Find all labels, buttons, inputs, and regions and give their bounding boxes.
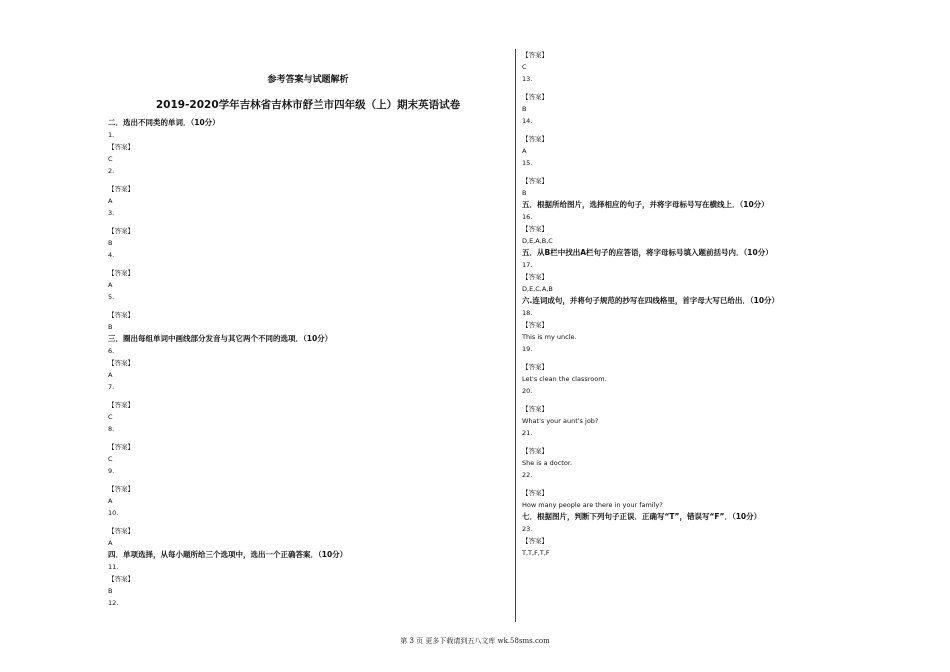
answer-text: She is a doctor.: [522, 459, 572, 467]
answer-text: C: [108, 455, 113, 463]
question-number: 21.: [522, 429, 533, 437]
answer-label: 【答案】: [522, 273, 548, 281]
question-number: 23.: [522, 525, 533, 533]
section-heading: 五．根据所给图片，选择相应的句子，并将字母标号写在横线上．（10分）: [522, 200, 769, 209]
answer-text: A: [108, 371, 113, 379]
answer-label: 【答案】: [522, 321, 548, 329]
question-number: 2.: [108, 167, 115, 175]
answer-label: 【答案】: [108, 143, 134, 151]
question-number: 13.: [522, 75, 533, 83]
answer-label: 【答案】: [108, 185, 134, 193]
answer-label: 【答案】: [108, 575, 134, 583]
answer-label: 【答案】: [522, 177, 548, 185]
answer-text: C: [108, 413, 113, 421]
answer-text: B: [108, 239, 113, 247]
right-column: [522, 49, 842, 559]
answer-label: 【答案】: [108, 485, 134, 493]
answer-text: A: [108, 497, 113, 505]
question-number: 20.: [522, 387, 533, 395]
answer-text: A: [108, 539, 113, 547]
answer-text: A: [108, 281, 113, 289]
answer-label: 【答案】: [522, 135, 548, 143]
answer-label: 【答案】: [522, 447, 548, 455]
document-title: 参考答案与试题解析: [267, 75, 349, 85]
answer-label: 【答案】: [522, 93, 548, 101]
answer-text: A: [108, 197, 113, 205]
answer-label: 【答案】: [108, 443, 134, 451]
question-number: 11.: [108, 563, 119, 571]
question-number: 16.: [522, 213, 533, 221]
left-column: [108, 117, 508, 609]
question-number: 10.: [108, 509, 119, 517]
question-number: 18.: [522, 309, 533, 317]
question-number: 7.: [108, 383, 115, 391]
answer-text: T,T,F,T,F: [522, 549, 550, 557]
answer-label: 【答案】: [522, 405, 548, 413]
question-number: 3.: [108, 209, 115, 217]
answer-text: What's your aunt's job?: [522, 417, 599, 425]
answer-label: 【答案】: [108, 311, 134, 319]
question-number: 22.: [522, 471, 533, 479]
question-number: 8.: [108, 425, 115, 433]
answer-text: C: [108, 155, 113, 163]
question-number: 6.: [108, 347, 115, 355]
page-footer: 第 3 页 更多下载请到五八文库 wk.58sms.com: [400, 637, 550, 645]
question-number: 14.: [522, 117, 533, 125]
answer-text: B: [522, 105, 527, 113]
answer-text: D,E,C,A,B: [522, 285, 553, 293]
answer-text: B: [108, 323, 113, 331]
question-number: 12.: [108, 599, 119, 607]
answer-text: B: [522, 189, 527, 197]
answer-label: 【答案】: [522, 225, 548, 233]
answer-label: 【答案】: [108, 359, 134, 367]
answer-label: 【答案】: [522, 363, 548, 371]
question-number: 17.: [522, 261, 533, 269]
answer-label: 【答案】: [522, 537, 548, 545]
question-number: 15.: [522, 159, 533, 167]
section-heading: 五．从B栏中找出A栏句子的应答语，将字母标号填入题前括号内．（10分）: [522, 248, 773, 257]
section-heading: 四．单项选择，从每小题所给三个选项中，选出一个正确答案．（10分）: [108, 550, 348, 559]
answer-text: How many people are there in your family?: [522, 501, 663, 509]
answer-label: 【答案】: [108, 401, 134, 409]
section-heading: 二．选出不同类的单词．（10分）: [108, 118, 220, 127]
answer-label: 【答案】: [522, 51, 548, 59]
answer-label: 【答案】: [108, 527, 134, 535]
answer-text: B: [108, 587, 113, 595]
answer-text: C: [522, 63, 527, 71]
answer-label: 【答案】: [108, 227, 134, 235]
answer-text: D,E,A,B,C: [522, 237, 553, 245]
question-number: 5.: [108, 293, 115, 301]
answer-text: Let's clean the classroom.: [522, 375, 607, 383]
column-divider: [515, 49, 516, 622]
question-number: 9.: [108, 467, 115, 475]
section-heading: 七．根据图片，判断下列句子正误．正确写“T”，错误写“F”．（10分）: [522, 512, 762, 521]
answer-text: This is my uncle.: [522, 333, 577, 341]
section-heading: 六.连词成句，并将句子规范的抄写在四线格里，首字母大写已给出．（10分）: [522, 296, 780, 305]
answer-label: 【答案】: [108, 269, 134, 277]
question-number: 19.: [522, 345, 533, 353]
question-number: 4.: [108, 251, 115, 259]
answer-text: A: [522, 147, 527, 155]
question-number: 1.: [108, 131, 115, 139]
exam-title: 2019-2020学年吉林省吉林市舒兰市四年级（上）期末英语试卷: [155, 99, 461, 111]
answer-label: 【答案】: [522, 489, 548, 497]
section-heading: 三．圈出每组单词中画线部分发音与其它两个不同的选项．（10分）: [108, 334, 333, 343]
